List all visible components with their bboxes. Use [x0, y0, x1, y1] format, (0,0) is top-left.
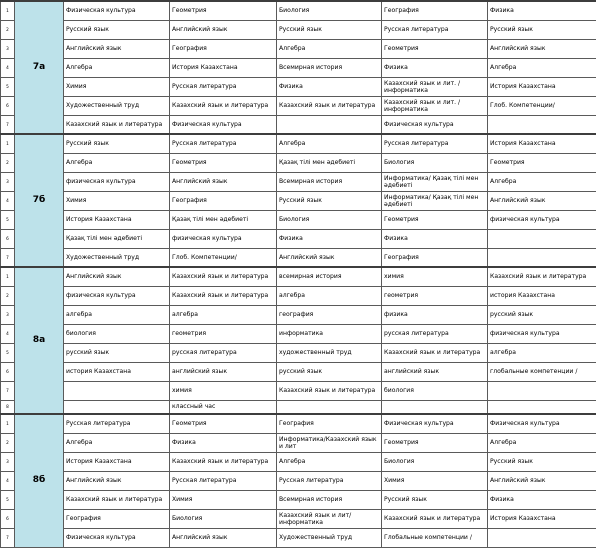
subject-cell[interactable]: [488, 381, 596, 400]
subject-cell[interactable]: Русская литература: [64, 414, 170, 433]
subject-cell[interactable]: геометрия: [170, 324, 277, 343]
subject-cell[interactable]: информатика: [277, 324, 382, 343]
subject-cell[interactable]: Русская литература: [382, 20, 488, 39]
subject-cell[interactable]: Всемирная история: [277, 58, 382, 77]
subject-cell[interactable]: Русская литература: [170, 471, 277, 490]
subject-cell[interactable]: история Казахстана: [488, 286, 596, 305]
subject-cell[interactable]: Физика: [488, 1, 596, 20]
table-row: [1, 324, 596, 343]
lesson-number: 2: [1, 286, 15, 305]
lesson-number: 6: [1, 96, 15, 115]
lesson-number: 3: [1, 305, 15, 324]
subject-cell[interactable]: Қазақ тілі мен әдебиеті: [277, 153, 382, 172]
class-label: 8б: [15, 414, 64, 547]
subject-cell[interactable]: Казахский язык и лит. /информатика: [382, 77, 488, 96]
subject-cell[interactable]: алгебра: [488, 343, 596, 362]
subject-cell[interactable]: Казахский язык и литература: [170, 267, 277, 286]
subject-cell[interactable]: Химия: [64, 77, 170, 96]
lesson-number: 2: [1, 433, 15, 452]
subject-cell[interactable]: Казахский язык и лит. / информатика: [382, 96, 488, 115]
lesson-number: 6: [1, 229, 15, 248]
subject-cell[interactable]: История Казахстана: [488, 509, 596, 528]
subject-cell[interactable]: [488, 528, 596, 547]
subject-cell[interactable]: Казахский язык и литература: [64, 115, 170, 134]
subject-cell[interactable]: русский язык: [277, 362, 382, 381]
subject-cell[interactable]: Художественный труд: [64, 96, 170, 115]
table-row: [1, 509, 596, 528]
class-label: 7б: [15, 134, 64, 267]
subject-cell[interactable]: Геометрия: [170, 153, 277, 172]
subject-cell[interactable]: Русский язык: [64, 20, 170, 39]
lesson-number: 1: [1, 1, 15, 20]
lesson-number: 3: [1, 39, 15, 58]
subject-cell[interactable]: География: [64, 509, 170, 528]
lesson-number: 3: [1, 452, 15, 471]
subject-cell[interactable]: [277, 400, 382, 414]
table-row: [1, 452, 596, 471]
lesson-number: 1: [1, 267, 15, 286]
table-row: [1, 172, 596, 191]
subject-cell[interactable]: Биология: [382, 452, 488, 471]
subject-cell[interactable]: Биология: [277, 1, 382, 20]
table-row: [1, 1, 596, 20]
subject-cell[interactable]: География: [170, 191, 277, 210]
subject-cell[interactable]: Химия: [64, 191, 170, 210]
subject-cell[interactable]: Алгебра: [488, 433, 596, 452]
subject-cell[interactable]: Алгебра: [277, 452, 382, 471]
subject-cell[interactable]: [64, 381, 170, 400]
subject-cell[interactable]: География: [382, 1, 488, 20]
table-row: [1, 471, 596, 490]
subject-cell[interactable]: Физическая культура: [64, 528, 170, 547]
subject-cell[interactable]: Алгебра: [488, 58, 596, 77]
subject-cell[interactable]: Физическая культура: [488, 414, 596, 433]
subject-cell[interactable]: Русская литература: [382, 134, 488, 153]
subject-cell[interactable]: Геометрия: [170, 414, 277, 433]
lesson-number: 7: [1, 528, 15, 547]
subject-cell[interactable]: физическая культура: [64, 286, 170, 305]
subject-cell[interactable]: Информатика/ Қазақ тілі мен әдебиеті: [382, 191, 488, 210]
subject-cell[interactable]: Казахский язык и литература: [170, 286, 277, 305]
subject-cell[interactable]: Физика: [382, 58, 488, 77]
subject-cell[interactable]: алгебра: [170, 305, 277, 324]
subject-cell[interactable]: Физическая культура: [64, 1, 170, 20]
lesson-number: 4: [1, 324, 15, 343]
subject-cell[interactable]: Физика: [382, 229, 488, 248]
subject-cell[interactable]: Алгебра: [277, 134, 382, 153]
subject-cell[interactable]: Казахский язык и литература: [277, 96, 382, 115]
subject-cell[interactable]: Художественный труд: [277, 528, 382, 547]
subject-cell[interactable]: физическая культура: [488, 324, 596, 343]
subject-cell[interactable]: Художественный труд: [64, 248, 170, 267]
subject-cell[interactable]: Русская литература: [277, 471, 382, 490]
subject-cell[interactable]: История Казахстана: [64, 210, 170, 229]
subject-cell[interactable]: Алгебра: [488, 172, 596, 191]
table-row: [1, 77, 596, 96]
subject-cell[interactable]: География: [382, 248, 488, 267]
subject-cell[interactable]: Русская литература: [170, 134, 277, 153]
subject-cell[interactable]: Физика: [170, 433, 277, 452]
subject-cell[interactable]: Русский язык: [277, 191, 382, 210]
lesson-number: 5: [1, 77, 15, 96]
subject-cell[interactable]: русский язык: [64, 343, 170, 362]
subject-cell[interactable]: всемирная история: [277, 267, 382, 286]
table-row: [1, 267, 596, 286]
subject-cell[interactable]: глобальные компетенции /: [488, 362, 596, 381]
subject-cell[interactable]: классный час: [170, 400, 277, 414]
lesson-number: 7: [1, 248, 15, 267]
lesson-number: 6: [1, 509, 15, 528]
subject-cell[interactable]: Қазақ тілі мен әдебиеті: [64, 229, 170, 248]
subject-cell[interactable]: Физика: [277, 229, 382, 248]
subject-cell[interactable]: Русский язык: [64, 134, 170, 153]
subject-cell[interactable]: История Казахстана: [64, 452, 170, 471]
subject-cell[interactable]: физическая культура: [488, 210, 596, 229]
subject-cell[interactable]: Химия: [170, 490, 277, 509]
subject-cell[interactable]: алгебра: [64, 305, 170, 324]
subject-cell[interactable]: Казахский язык и литература: [170, 452, 277, 471]
table-row: [1, 490, 596, 509]
subject-cell[interactable]: химия: [170, 381, 277, 400]
subject-cell[interactable]: Английский язык: [488, 471, 596, 490]
table-row: [1, 305, 596, 324]
subject-cell[interactable]: География: [277, 414, 382, 433]
table-row: [1, 115, 596, 134]
lesson-number: 4: [1, 471, 15, 490]
subject-cell[interactable]: Английский язык: [170, 20, 277, 39]
subject-cell[interactable]: География: [170, 39, 277, 58]
table-row: [1, 134, 596, 153]
subject-cell[interactable]: Всемирная история: [277, 490, 382, 509]
lesson-number: 5: [1, 210, 15, 229]
subject-cell[interactable]: Биология: [170, 509, 277, 528]
table-row: [1, 39, 596, 58]
subject-cell[interactable]: история Казахстана: [64, 362, 170, 381]
subject-cell[interactable]: Русский язык: [277, 20, 382, 39]
lesson-number: 6: [1, 362, 15, 381]
subject-cell[interactable]: Русский язык: [382, 490, 488, 509]
subject-cell[interactable]: биология: [382, 381, 488, 400]
lesson-number: 2: [1, 20, 15, 39]
subject-cell[interactable]: Английский язык: [64, 471, 170, 490]
subject-cell[interactable]: русский язык: [488, 305, 596, 324]
subject-cell[interactable]: Геометрия: [382, 210, 488, 229]
subject-cell[interactable]: Всемирная история: [277, 172, 382, 191]
table-row: [1, 414, 596, 433]
subject-cell[interactable]: физическая культура: [170, 229, 277, 248]
subject-cell[interactable]: Химия: [382, 471, 488, 490]
table-row: [1, 362, 596, 381]
subject-cell[interactable]: Физика: [488, 490, 596, 509]
subject-cell[interactable]: Глобальные компетенции /: [382, 528, 488, 547]
table-row: [1, 96, 596, 115]
subject-cell[interactable]: [488, 115, 596, 134]
subject-cell[interactable]: [488, 229, 596, 248]
class-label: 7а: [15, 1, 64, 134]
lesson-number: 5: [1, 343, 15, 362]
subject-cell[interactable]: Физическая культура: [382, 115, 488, 134]
subject-cell[interactable]: русская литература: [170, 343, 277, 362]
subject-cell[interactable]: Қазақ тілі мен әдебиеті: [170, 210, 277, 229]
subject-cell[interactable]: Русский язык: [488, 20, 596, 39]
class-label: 8а: [15, 267, 64, 414]
subject-cell[interactable]: английский язык: [170, 362, 277, 381]
subject-cell[interactable]: Казахский язык и литература: [382, 509, 488, 528]
subject-cell[interactable]: Казахский язык и литература: [382, 343, 488, 362]
subject-cell[interactable]: Геометрия: [382, 39, 488, 58]
table-row: [1, 58, 596, 77]
subject-cell[interactable]: [382, 400, 488, 414]
table-row: [1, 210, 596, 229]
subject-cell[interactable]: Физическая культура: [170, 115, 277, 134]
lesson-number: 2: [1, 153, 15, 172]
subject-cell[interactable]: английский язык: [382, 362, 488, 381]
lesson-number: 7: [1, 115, 15, 134]
subject-cell[interactable]: физическая культура: [64, 172, 170, 191]
subject-cell[interactable]: Английский язык: [64, 267, 170, 286]
subject-cell[interactable]: Геометрия: [488, 153, 596, 172]
subject-cell[interactable]: Геометрия: [382, 433, 488, 452]
table-row: [1, 381, 596, 400]
subject-cell[interactable]: [488, 400, 596, 414]
subject-cell[interactable]: Казахский язык и литература: [277, 381, 382, 400]
lesson-number: 7: [1, 381, 15, 400]
table-row: [1, 153, 596, 172]
subject-cell[interactable]: Английский язык: [170, 528, 277, 547]
subject-cell[interactable]: Английский язык: [488, 39, 596, 58]
subject-cell[interactable]: Русский язык: [488, 452, 596, 471]
subject-cell[interactable]: Казахский язык и лит/информатика: [277, 509, 382, 528]
subject-cell[interactable]: [277, 115, 382, 134]
subject-cell[interactable]: Английский язык: [488, 191, 596, 210]
subject-cell[interactable]: История Казахстана: [488, 77, 596, 96]
lesson-number: 1: [1, 414, 15, 433]
lesson-number: 4: [1, 191, 15, 210]
subject-cell[interactable]: Алгебра: [64, 433, 170, 452]
table-row: [1, 229, 596, 248]
subject-cell[interactable]: Алгебра: [277, 39, 382, 58]
table-row: [1, 191, 596, 210]
subject-cell[interactable]: Геометрия: [170, 1, 277, 20]
subject-cell[interactable]: физика: [382, 305, 488, 324]
subject-cell[interactable]: Алгебра: [64, 58, 170, 77]
lesson-number: 1: [1, 134, 15, 153]
subject-cell[interactable]: Алгебра: [64, 153, 170, 172]
subject-cell[interactable]: Информатика/Казахский язык и лит: [277, 433, 382, 452]
subject-cell[interactable]: художественный труд: [277, 343, 382, 362]
subject-cell[interactable]: [488, 248, 596, 267]
subject-cell[interactable]: Казахский язык и литература: [488, 267, 596, 286]
subject-cell[interactable]: Английский язык: [170, 172, 277, 191]
lesson-number: 3: [1, 172, 15, 191]
subject-cell[interactable]: Русская литература: [170, 77, 277, 96]
lesson-number: 5: [1, 490, 15, 509]
subject-cell[interactable]: История Казахстана: [170, 58, 277, 77]
subject-cell[interactable]: Информатика/ Қазақ тілі мен әдебиеті: [382, 172, 488, 191]
subject-cell[interactable]: Глоб. Компетенции/: [170, 248, 277, 267]
subject-cell[interactable]: Биология: [277, 210, 382, 229]
table-row: [1, 343, 596, 362]
subject-cell[interactable]: Глоб. Компетенции/: [488, 96, 596, 115]
subject-cell[interactable]: Биология: [382, 153, 488, 172]
subject-cell[interactable]: Казахский язык и литература: [64, 490, 170, 509]
subject-cell[interactable]: Физическая культура: [382, 414, 488, 433]
subject-cell[interactable]: русская литература: [382, 324, 488, 343]
subject-cell[interactable]: Физика: [277, 77, 382, 96]
table-row: [1, 286, 596, 305]
subject-cell[interactable]: химия: [382, 267, 488, 286]
subject-cell[interactable]: геометрия: [382, 286, 488, 305]
table-row: [1, 20, 596, 39]
lesson-number: 4: [1, 58, 15, 77]
subject-cell[interactable]: алгебра: [277, 286, 382, 305]
table-row: [1, 528, 596, 547]
subject-cell[interactable]: Казахский язык и литература: [170, 96, 277, 115]
lesson-number: 8: [1, 400, 15, 414]
subject-cell[interactable]: [64, 400, 170, 414]
subject-cell[interactable]: Английский язык: [277, 248, 382, 267]
table-row: [1, 400, 596, 414]
subject-cell[interactable]: география: [277, 305, 382, 324]
table-row: [1, 248, 596, 267]
subject-cell[interactable]: История Казахстана: [488, 134, 596, 153]
table-row: [1, 433, 596, 452]
subject-cell[interactable]: Английский язык: [64, 39, 170, 58]
subject-cell[interactable]: биология: [64, 324, 170, 343]
